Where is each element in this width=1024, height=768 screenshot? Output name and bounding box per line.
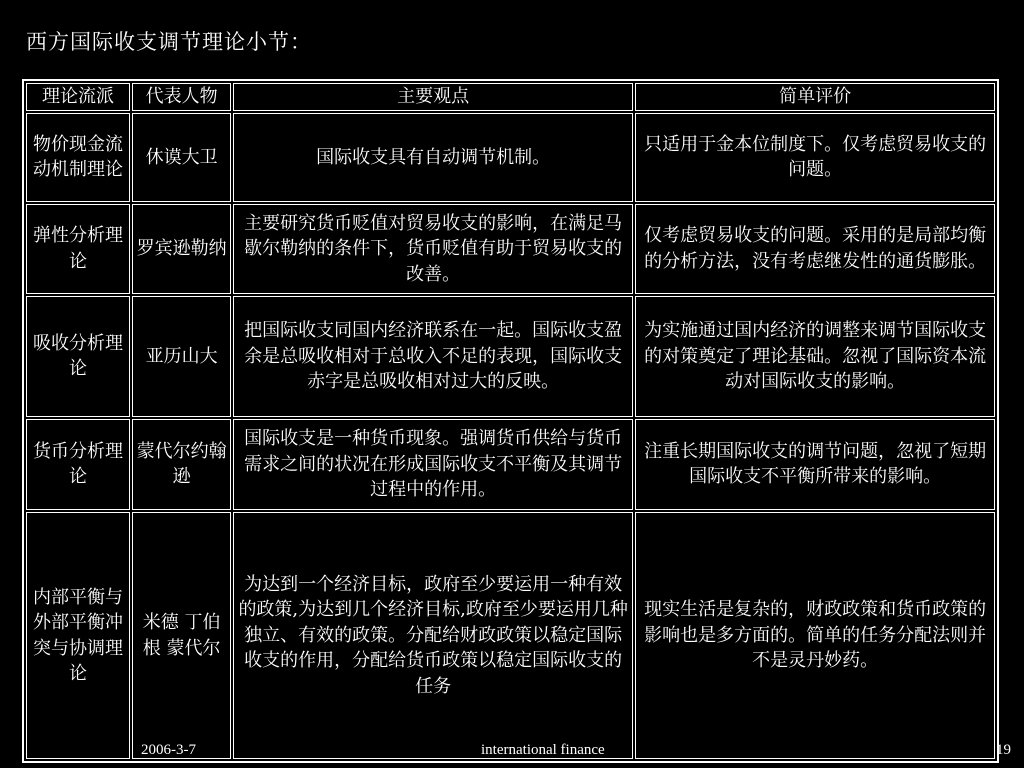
table-header-row: [26, 83, 995, 111]
table-row: [26, 204, 995, 295]
footer-course: international finance: [481, 742, 605, 758]
table-row: [26, 512, 995, 759]
cell-school: 弹性分析理论: [26, 204, 130, 295]
cell-evaluation: 为实施通过国内经济的调整来调节国际收支的对策奠定了理论基础。忽视了国际资本流动对国际收支的影响。: [635, 296, 995, 416]
cell-evaluation: 仅考虑贸易收支的问题。采用的是局部均衡的分析方法，没有考虑继发性的通货膨胀。: [635, 204, 995, 295]
header-viewpoint: 主要观点: [233, 83, 633, 111]
footer-date: 2006-3-7: [141, 742, 196, 758]
cell-viewpoint: 主要研究货币贬值对贸易收支的影响，在满足马歇尔勒纳的条件下，货币贬值有助于贸易收支的改善。: [233, 204, 633, 295]
table-row: [26, 419, 995, 511]
table-row: [26, 296, 995, 416]
footer-page-number: 19: [996, 742, 1011, 758]
cell-evaluation: 只适用于金本位制度下。仅考虑贸易收支的问题。: [635, 113, 995, 202]
cell-evaluation: 注重长期国际收支的调节问题，忽视了短期国际收支不平衡所带来的影响。: [635, 419, 995, 511]
cell-representative: 休谟大卫: [132, 113, 231, 202]
header-representative: 代表人物: [132, 83, 231, 111]
cell-representative: 罗宾逊勒纳: [132, 204, 231, 295]
cell-evaluation: 现实生活是复杂的，财政政策和货币政策的影响也是多方面的。简单的任务分配法则并不是灵丹妙药。: [635, 512, 995, 759]
cell-school: 内部平衡与外部平衡冲突与协调理论: [26, 512, 130, 759]
cell-viewpoint: 国际收支是一种货币现象。强调货币供给与货币需求之间的状况在形成国际收支不平衡及其调节过程中的作用。: [233, 419, 633, 511]
cell-school: 货币分析理论: [26, 419, 130, 511]
header-school: 理论流派: [26, 83, 130, 111]
theory-summary-table: [22, 79, 999, 763]
cell-viewpoint: 为达到一个经济目标，政府至少要运用一种有效的政策,为达到几个经济目标,政府至少要运用几种独立、有效的政策。分配给财政政策以稳定国际收支的作用，分配给货币政策以稳定国际收支的任务: [233, 512, 633, 759]
cell-school: 吸收分析理论: [26, 296, 130, 416]
header-evaluation: 简单评价: [635, 83, 995, 111]
slide-title: 西方国际收支调节理论小节：: [26, 30, 312, 54]
table-row: [26, 113, 995, 202]
cell-viewpoint: 把国际收支同国内经济联系在一起。国际收支盈余是总吸收相对于总收入不足的表现，国际收支赤字是总吸收相对过大的反映。: [233, 296, 633, 416]
cell-representative: 米德 丁伯根 蒙代尔: [132, 512, 231, 759]
cell-representative: 蒙代尔约翰逊: [132, 419, 231, 511]
cell-school: 物价现金流动机制理论: [26, 113, 130, 202]
cell-viewpoint: 国际收支具有自动调节机制。: [233, 113, 633, 202]
cell-representative: 亚历山大: [132, 296, 231, 416]
